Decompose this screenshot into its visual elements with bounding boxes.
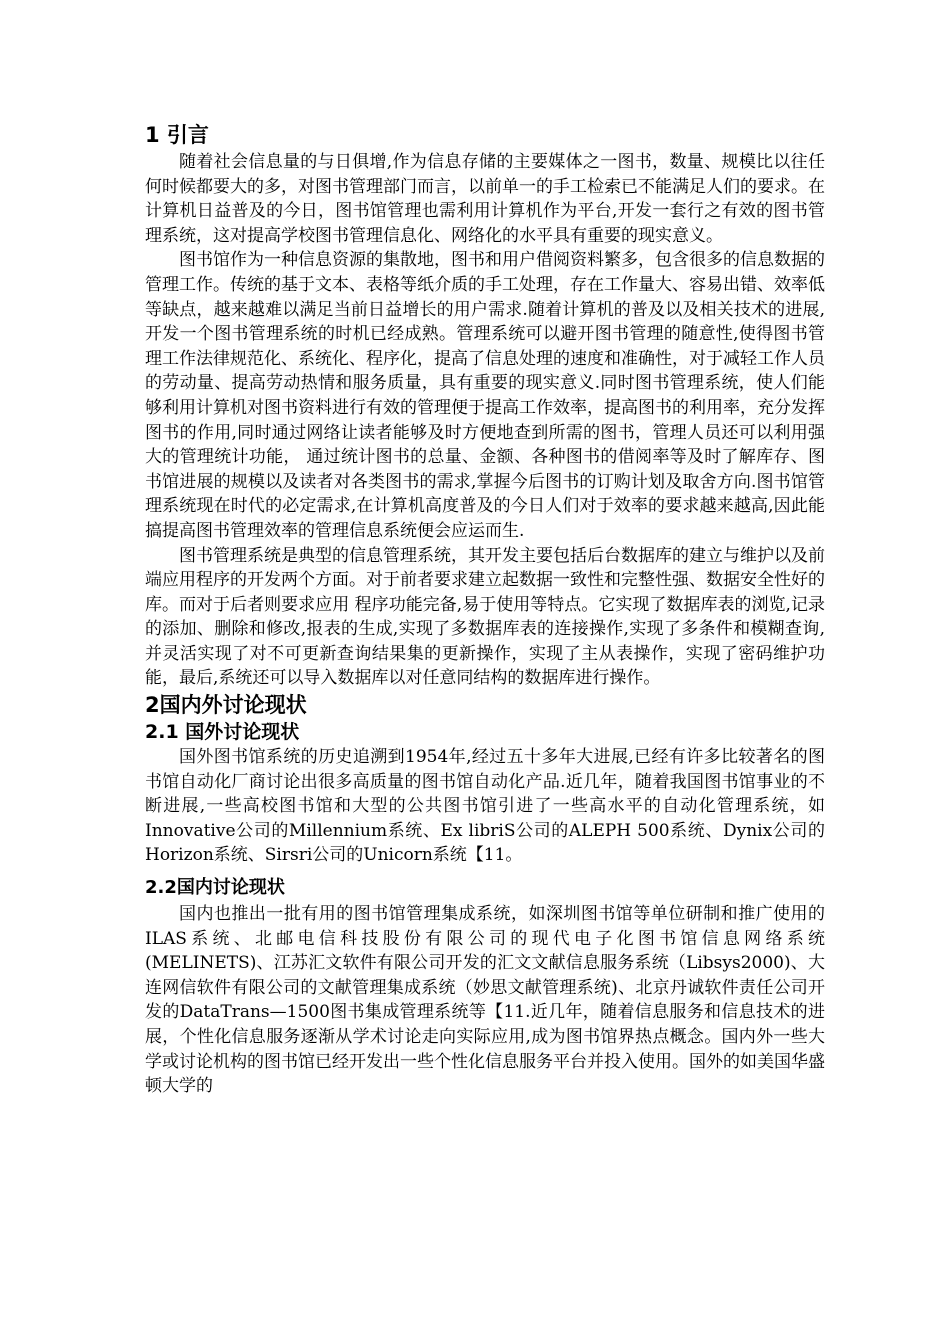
section-2-1-paragraph: 国外图书馆系统的历史追溯到1954年,经过五十多年大进展,已经有许多比较著名的图书馆自动化厂商讨论出很多高质量的图书馆自动化产品.近几年，随着我国图书馆事业的不断进展,一些高校图书馆和大型的公共图书馆引进了一些高水平的自动化管理系统，如Innovative公司的Millennium系统、Ex libriS公司的ALEPH 500系统、Dynix公司的Horizon系统、Sirsri公司的Unicorn系统【11。 [145,747,825,866]
section-2-2-paragraph: 国内也推出一批有用的图书馆管理集成系统，如深圳图书馆等单位研制和推广使用的ILAS系统、北邮电信科技股份有限公司的现代电子化图书馆信息网络系统(MELINETS)、江苏汇文软件有限公司开发的汇文文献信息服务系统（Libsys2000)、大连网信软件有限公司的文献管理集成系统（妙思文献管理系统)、北京丹诚软件责任公司开发的DataTrans—1500图书集成管理系统等【11.近几年，随着信息服务和信息技术的进展，个性化信息服务逐渐从学术讨论走向实际应用,成为图书馆界热点概念。国内外一些大学或讨论机构的图书馆已经开发出一些个性化信息服务平台并投入使用。国外的如美国华盛顿大学的 [145,904,825,1097]
section-1-paragraph-2: 图书馆作为一种信息资源的集散地，图书和用户借阅资料繁多，包含很多的信息数据的管理工作。传统的基于文本、表格等纸介质的手工处理，存在工作量大、容易出错、效率低等缺点，越来越难以满足当前日益增长的用户需求.随着计算机的普及以及相关技术的进展,开发一个图书管理系统的时机已经成熟。管理系统可以避开图书管理的随意性,使得图书管理工作法律规范化、系统化、程序化，提高了信息处理的速度和准确性，对于减轻工作人员的劳动量、提高劳动热情和服务质量，具有重要的现实意义.同时图书管理系统，使人们能够利用计算机对图书资料进行有效的管理便于提高工作效率，提高图书的利用率，充分发挥图书的作用,同时通过网络让读者能够及时方便地查到所需的图书，管理人员还可以利用强大的管理统计功能， 通过统计图书的总量、金额、各种图书的借阅率等及时了解库存、图书馆进展的规模以及读者对各类图书的需求,掌握今后图书的订购计划及取舍方向.图书馆管理系统现在时代的必定需求,在计算机高度普及的今日人们对于效率的要求越来越高,因此能搞提高图书管理效率的管理信息系统便会应运而生. [145,250,825,541]
section-1-heading: 1 引言 [145,123,209,147]
section-2-heading: 2国内外讨论现状 [145,693,307,718]
section-2-1-heading: 2.1 国外讨论现状 [145,721,300,744]
section-2-2-heading: 2.2国内讨论现状 [145,877,285,899]
section-1-paragraph-3: 图书管理系统是典型的信息管理系统，其开发主要包括后台数据库的建立与维护以及前端应用程序的开发两个方面。对于前者要求建立起数据一致性和完整性强、数据安全性好的库。而对于后者则要求应用 程序功能完备,易于使用等特点。它实现了数据库表的浏览,记录的添加、删除和修改,报表的生成,实现了多数据库表的连接操作,实现了多条件和模糊查询,并灵活实现了对不可更新查询结果集的更新操作，实现了主从表操作，实现了密码维护功能，最后,系统还可以导入数据库以对任意同结构的数据库进行操作。 [145,545,825,689]
section-1-paragraph-1: 随着社会信息量的与日俱增,作为信息存储的主要媒体之一图书，数量、规模比以往任何时候都要大的多，对图书管理部门而言，以前单一的手工检索已不能满足人们的要求。在计算机日益普及的今日，图书馆管理也需利用计算机作为平台,开发一套行之有效的图书管理系统，这对提高学校图书管理信息化、网络化的水平具有重要的现实意义。 [145,152,825,246]
document-page [145,120,825,1099]
